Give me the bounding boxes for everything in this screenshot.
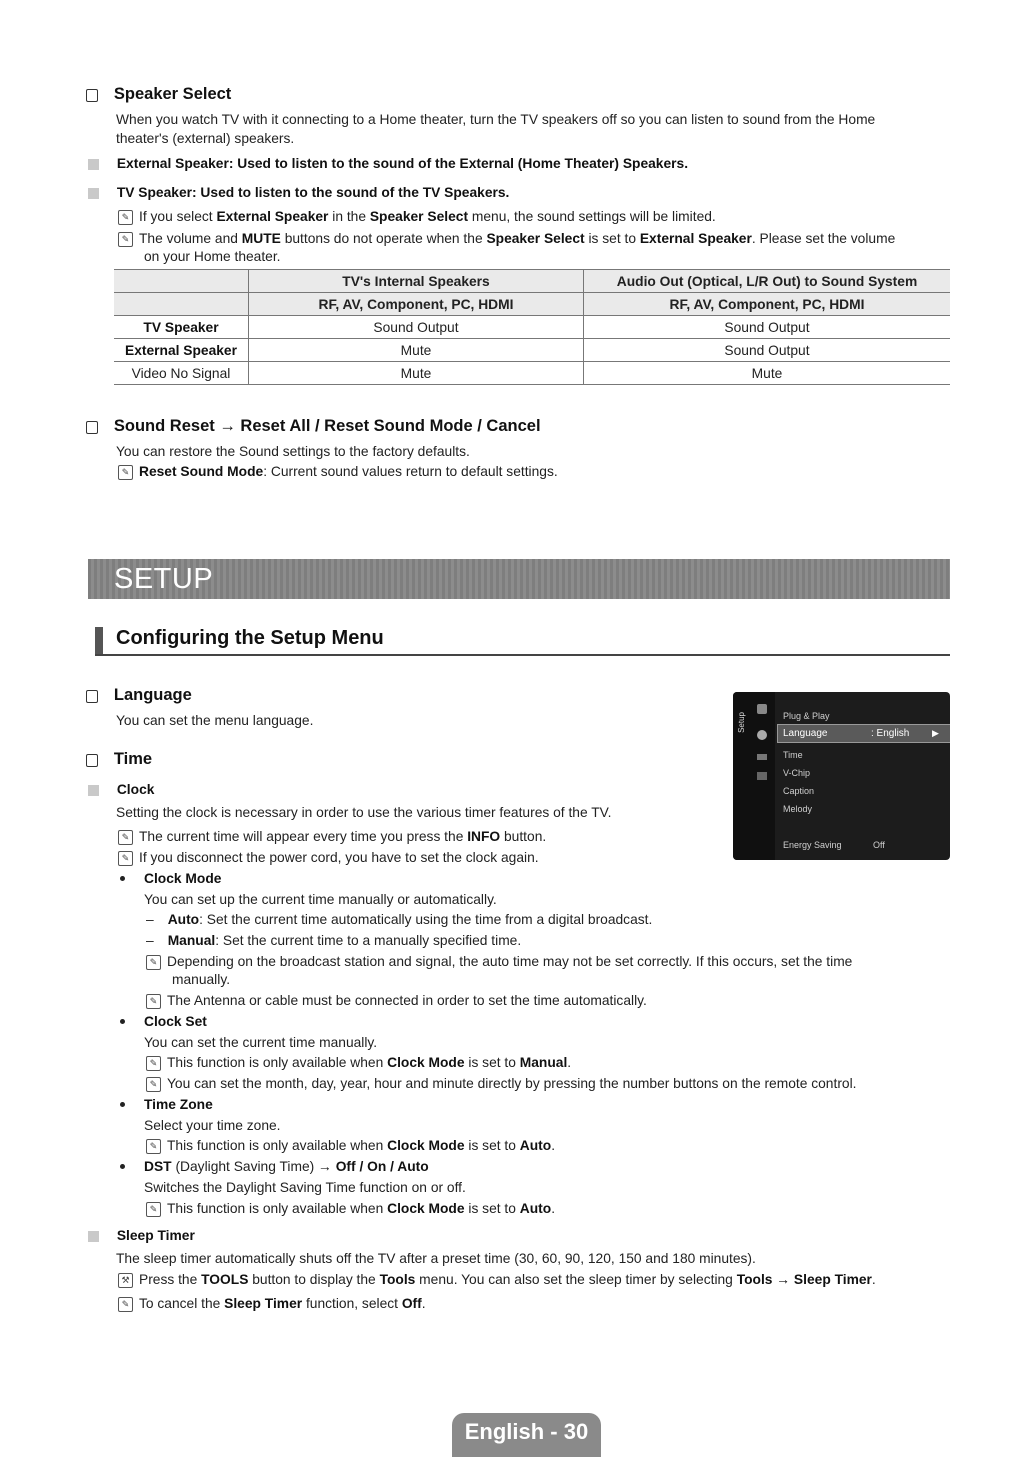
heading-divider [95, 654, 950, 656]
dst-note: ✎ This function is only available when Clock Mode is set to Auto. [146, 1199, 555, 1218]
table-cell: Sound Output [249, 316, 584, 339]
speaker-select-heading: Speaker Select [86, 85, 231, 104]
clock-desc: Setting the clock is necessary in order to use the various timer features of the TV. [116, 805, 612, 820]
language-heading: Language [86, 686, 192, 705]
clock-note-1: ✎ The current time will appear every time you press the INFO button. [118, 827, 546, 846]
tools-icon: ⚒ [118, 1273, 133, 1288]
clock-mode-note-1: ✎ Depending on the broadcast station and signal, the auto time may not be set correctly. If this occurs, set the time [146, 952, 852, 971]
menu-item: V-Chip [783, 768, 811, 778]
clock-mode-title: Clock Mode [144, 871, 222, 886]
time-zone-note: ✎ This function is only available when Clock Mode is set to Auto. [146, 1136, 555, 1155]
table-header-cell [114, 270, 249, 293]
table-cell: External Speaker [114, 339, 249, 362]
menu-item-value: : English [871, 728, 910, 739]
clock-set-desc: You can set the current time manually. [144, 1035, 378, 1050]
note-icon: ✎ [118, 465, 133, 480]
page-heading: Configuring the Setup Menu [116, 627, 384, 649]
info-note-icon: ✎ [118, 830, 133, 845]
table-row [114, 362, 950, 385]
checkbox-square-icon [86, 421, 98, 434]
speaker-select-desc-2: theater's (external) speakers. [116, 131, 295, 146]
table-header-cell: RF, AV, Component, PC, HDMI [249, 293, 584, 316]
note-icon: ✎ [118, 210, 133, 225]
gray-bullet-icon [88, 1231, 99, 1242]
table-row [114, 339, 950, 362]
clock-mode-desc: You can set up the current time manually or automatically. [144, 892, 497, 907]
note-icon: ✎ [146, 1077, 161, 1092]
menu-app-icon [757, 772, 767, 780]
dst-desc: Switches the Daylight Saving Time function on or off. [144, 1180, 466, 1195]
table-cell: TV Speaker [114, 316, 249, 339]
note-icon: ✎ [146, 955, 161, 970]
language-desc: You can set the menu language. [116, 713, 314, 728]
note-icon: ✎ [118, 851, 133, 866]
note-icon: ✎ [146, 1056, 161, 1071]
menu-item: Energy Saving [783, 840, 842, 850]
external-speaker-item: External Speaker: Used to listen to the sound of the External (Home Theater) Speakers. [88, 154, 688, 173]
menu-picture-icon [757, 704, 767, 714]
sleep-timer-desc: The sleep timer automatically shuts off the TV after a preset time (30, 60, 90, 120, 150 and 180 minutes). [116, 1251, 756, 1266]
table-cell: Mute [249, 339, 584, 362]
time-zone-title: Time Zone [144, 1097, 213, 1112]
clock-set-note-2: ✎ You can set the month, day, year, hour and minute directly by pressing the number buttons on the remote control. [146, 1074, 856, 1093]
menu-item-value: Off [873, 840, 885, 850]
note-icon: ✎ [146, 1139, 161, 1154]
table-header-cell: TV's Internal Speakers [249, 270, 584, 293]
speaker-select-desc-1: When you watch TV with it connecting to a Home theater, turn the TV speakers off so you can listen to sound from the Home [116, 112, 876, 127]
clock-set-note-1: ✎ This function is only available when Clock Mode is set to Manual. [146, 1053, 571, 1072]
table-cell: Sound Output [584, 316, 951, 339]
setup-menu-screenshot [733, 692, 950, 860]
tv-speaker-item: TV Speaker: Used to listen to the sound of the TV Speakers. [88, 183, 509, 202]
bullet-dot-icon [120, 1102, 125, 1107]
checkbox-square-icon [86, 754, 98, 767]
checkbox-square-icon [86, 89, 98, 102]
gray-bullet-icon [88, 188, 99, 199]
menu-item: Time [783, 750, 803, 760]
clock-mode-manual: – Manual: Set the current time to a manually specified time. [146, 933, 522, 948]
sleep-timer-tools: ⚒ Press the TOOLS button to display the Tools menu. You can also set the sleep timer by selecting Tools → Sleep Timer. [118, 1270, 876, 1289]
clock-mode-note-1-cont: manually. [172, 972, 231, 987]
table-header-cell: RF, AV, Component, PC, HDMI [584, 293, 951, 316]
menu-item: Melody [783, 804, 813, 814]
checkbox-square-icon [86, 690, 98, 703]
sleep-timer-note: ✎ To cancel the Sleep Timer function, select Off. [118, 1294, 426, 1313]
note-icon: ✎ [118, 1297, 133, 1312]
sound-reset-desc: You can restore the Sound settings to the factory defaults. [116, 444, 470, 459]
time-heading: Time [86, 750, 152, 769]
menu-side-label: Setup [737, 712, 746, 733]
sound-reset-note: ✎ Reset Sound Mode: Current sound values return to default settings. [118, 462, 558, 481]
table-cell: Video No Signal [114, 362, 249, 385]
page-number: English - 30 [464, 1419, 589, 1444]
speaker-note-2: ✎ The volume and MUTE buttons do not operate when the Speaker Select is set to External Speaker. Please set the volume [118, 229, 895, 248]
page-number-tab [452, 1413, 601, 1457]
gray-bullet-icon [88, 159, 99, 170]
table-cell: Mute [249, 362, 584, 385]
bullet-dot-icon [120, 1019, 125, 1024]
table-cell: Mute [584, 362, 951, 385]
note-icon: ✎ [118, 232, 133, 247]
menu-item: Plug & Play [783, 711, 830, 721]
dst-title: DST (Daylight Saving Time) → Off / On / Auto [144, 1159, 429, 1174]
table-header-row [114, 270, 950, 293]
clock-mode-auto: – Auto: Set the current time automatically using the time from a digital broadcast. [146, 912, 653, 927]
table-row [114, 316, 950, 339]
bullet-dot-icon [120, 1164, 125, 1169]
note-icon: ✎ [146, 1202, 161, 1217]
menu-input-icon [757, 754, 767, 760]
heading-bar [95, 627, 103, 654]
menu-item-selected: Language [783, 728, 828, 739]
menu-gear-icon [757, 730, 767, 740]
sound-reset-heading: Sound Reset → Reset All / Reset Sound Mode / Cancel [86, 417, 541, 436]
table-header-cell [114, 293, 249, 316]
bullet-dot-icon [120, 876, 125, 881]
note-icon: ✎ [146, 994, 161, 1009]
menu-item: Caption [783, 786, 815, 796]
sleep-timer-item: Sleep Timer [88, 1226, 195, 1245]
clock-mode-note-2: ✎ The Antenna or cable must be connected in order to set the time automatically. [146, 991, 647, 1010]
clock-note-2: ✎ If you disconnect the power cord, you have to set the clock again. [118, 848, 539, 867]
setup-banner [88, 559, 950, 599]
speaker-note-2-cont: on your Home theater. [144, 249, 281, 264]
table-cell: Sound Output [584, 339, 951, 362]
table-header-cell: Audio Out (Optical, L/R Out) to Sound System [584, 270, 951, 293]
time-zone-desc: Select your time zone. [144, 1118, 281, 1133]
gray-bullet-icon [88, 785, 99, 796]
table-header-row [114, 293, 950, 316]
menu-arrow-right-icon: ▶ [932, 728, 939, 738]
clock-item: Clock [88, 780, 154, 799]
speaker-output-table [114, 269, 950, 385]
clock-set-title: Clock Set [144, 1014, 207, 1029]
speaker-note-1: ✎ If you select External Speaker in the Speaker Select menu, the sound settings will be limited. [118, 207, 716, 226]
setup-banner-title: SETUP [114, 563, 214, 595]
